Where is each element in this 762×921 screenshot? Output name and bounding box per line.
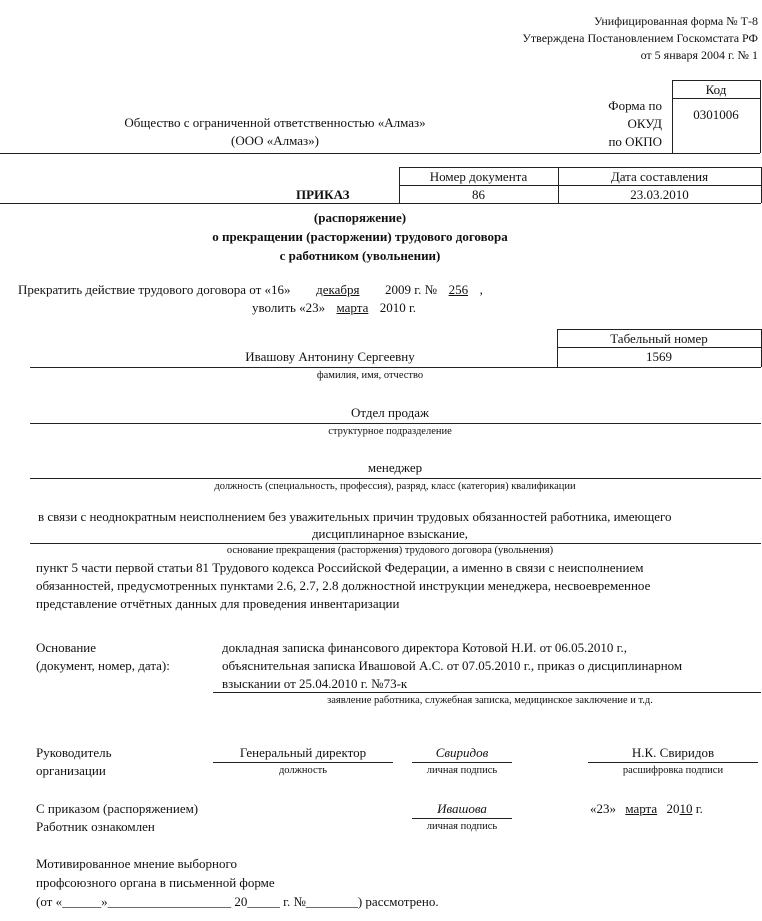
terminate-number: 256	[448, 282, 469, 297]
position: менеджер	[367, 460, 423, 475]
okpo-label: по ОКПО	[608, 134, 662, 149]
dismiss-month: марта	[336, 300, 369, 315]
head-signature-caption: личная подпись	[426, 765, 498, 776]
acquainted-label1: С приказом (распоряжением)	[36, 801, 199, 816]
title-main: ПРИКАЗ	[296, 187, 350, 202]
head-signature: Свиридов	[435, 745, 489, 760]
acquainted-label2: Работник ознакомлен	[36, 819, 155, 834]
acquainted-date-month: марта	[625, 801, 658, 816]
union-line1: Мотивированное мнение выборного	[36, 856, 237, 871]
reason-underline	[30, 543, 761, 544]
form-header-line2: Утверждена Постановлением Госкомстата РФ	[522, 31, 758, 45]
head-position: Генеральный директор	[239, 745, 367, 760]
terminate-year-no: 2009 г. №	[385, 282, 438, 297]
title-sub1: (распоряжение)	[313, 210, 407, 225]
acquainted-signature: Ивашова	[437, 801, 487, 816]
form-label-1: Форма по	[608, 98, 662, 113]
basis-line1: докладная записка финансового директора Котовой Н.И. от 06.05.2010 г.,	[222, 640, 627, 655]
head-position-underline	[213, 762, 393, 763]
form-header-line1: Унифицированная форма № Т-8	[593, 14, 758, 28]
union-line3: (от «______»___________________ 20_____ г. №________) рассмотрено.	[36, 894, 439, 909]
acquainted-date-prefix: «23»	[590, 801, 616, 816]
head-name-underline	[588, 762, 758, 763]
code-header: Код	[705, 82, 727, 97]
basis-underline	[213, 692, 761, 693]
head-label2: организации	[36, 763, 106, 778]
doc-number-header: Номер документа	[429, 169, 528, 184]
reason-detail1: пункт 5 части первой статьи 81 Трудового кодекса Российской Федерации, а именно в связи с неисполнением	[36, 560, 644, 575]
terminate-comma: ,	[479, 282, 483, 297]
org-underline	[0, 153, 672, 154]
position-underline	[30, 478, 761, 479]
acquainted-date-year: 10	[679, 801, 693, 816]
acquainted-signature-underline	[412, 818, 512, 819]
employee-name-underline	[30, 367, 761, 368]
terminate-month: декабря	[316, 282, 360, 297]
basis-line3: взыскании от 25.04.2010 г. №73-к	[222, 676, 408, 691]
basis-label2: (документ, номер, дата):	[36, 658, 170, 673]
dismiss-prefix: уволить «23»	[252, 300, 326, 315]
okud-value: 0301006	[693, 107, 739, 122]
doc-date-value: 23.03.2010	[630, 187, 689, 202]
reason-caption: основание прекращения (расторжения) трудового договора (увольнения)	[226, 545, 554, 556]
basis-label1: Основание	[36, 640, 97, 655]
doc-date-header: Дата составления	[610, 169, 709, 184]
position-caption: должность (специальность, профессия), разряд, класс (категория) квалификации	[214, 481, 576, 492]
department-underline	[30, 423, 761, 424]
employee-name-caption: фамилия, имя, отчество	[316, 370, 424, 381]
head-name-caption: расшифровка подписи	[622, 765, 724, 776]
org-full-name: Общество с ограниченной ответственностью «Алмаз»	[124, 115, 426, 130]
reason-line1: в связи с неоднократным неисполнением без уважительных причин трудовых обязанностей работника, имеющего	[38, 509, 672, 524]
acquainted-date-year-pre: 20	[666, 801, 680, 816]
tab-number-value: 1569	[646, 349, 672, 364]
employee-name: Ивашову Антонину Сергеевну	[245, 349, 415, 364]
department: Отдел продаж	[351, 405, 429, 420]
terminate-line	[18, 282, 483, 298]
head-signature-underline	[412, 762, 512, 763]
tab-number-header: Табельный номер	[610, 331, 708, 346]
head-name: Н.К. Свиридов	[631, 745, 715, 760]
department-caption: структурное подразделение	[328, 426, 452, 437]
doc-number-value: 86	[472, 187, 485, 202]
head-position-caption: должность	[278, 765, 328, 776]
form-header-line3: от 5 января 2004 г. № 1	[640, 48, 758, 62]
reason-detail3: представление отчётных данных для проведения инвентаризации	[36, 596, 400, 611]
org-short-name: (ООО «Алмаз»)	[231, 133, 319, 148]
form-label-2: ОКУД	[627, 116, 662, 131]
reason-detail2: обязанностей, предусмотренных пунктами 2.6, 2.7, 2.8 должностной инструкции менеджера, несвоевременное	[36, 578, 651, 593]
reason-line2: дисциплинарное взыскание,	[311, 526, 469, 541]
title-sub3: с работником (увольнении)	[279, 248, 441, 263]
basis-line2: объяснительная записка Ивашовой А.С. от 07.05.2010 г., приказ о дисциплинарном	[222, 658, 683, 673]
acquainted-signature-caption: личная подпись	[426, 821, 498, 832]
dismiss-year: 2010 г.	[379, 300, 417, 315]
terminate-prefix: Прекратить действие трудового договора от «16»	[18, 282, 291, 297]
union-line2: профсоюзного органа в письменной форме	[36, 875, 275, 890]
basis-caption: заявление работника, служебная записка, медицинское заключение и т.д.	[327, 695, 653, 706]
dismiss-line	[252, 300, 416, 316]
title-sub2: о прекращении (расторжении) трудового договора	[212, 229, 508, 244]
acquainted-date-suffix: г.	[695, 801, 703, 816]
head-label1: Руководитель	[36, 745, 112, 760]
acquainted-date	[590, 801, 703, 817]
